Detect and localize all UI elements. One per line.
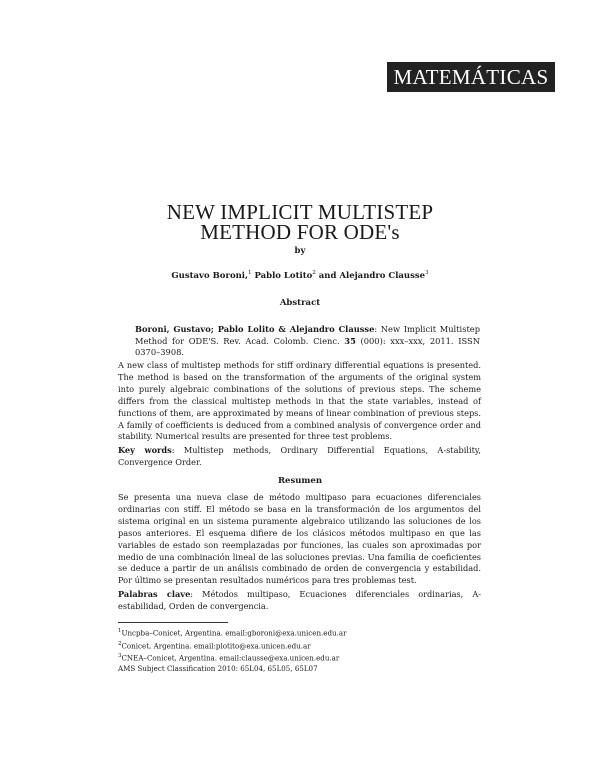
by-line: by [294,246,306,256]
footnote-3 [118,651,481,664]
keywords-text: : Multistep methods, Ordinary Differential Equations, A-stability, Convergence Order. [118,445,481,467]
resumen-text: Se presenta una nueva clase de método multipaso para ecuaciones diferenciales ordinarias con stiff. El método se basa en la transformación de los argumentos del sistema original en un sistema puramente algebraico utilizando las soluciones de los pasos anteriores. El esquema difiere de los clásicos métodos multipaso en que las variables de estado son reemplazadas por funciones, las cuales son aproximadas por medio de una combinación lineal de las soluciones previas. Una familia de coeficientes se deduce a partir de un análisis combinado de orden de convergencia y estabilidad. Por último se presentan resultados numéricos para tres problemas test. [118,492,481,586]
footnote-rule [118,622,228,623]
footnote-2-text: Conicet, Argentina. email:plotito@exa.unicen.edu.ar [121,640,311,650]
author-3-mark: 3 [425,270,429,276]
paper-title [60,202,540,242]
footnote-3-mark: 3 [118,653,122,660]
footnote-3-text: CNEA–Conicet, Argentina. email:clausse@exa.unicen.edu.ar [121,653,340,663]
keywords [118,445,481,469]
footnote-2 [118,639,481,652]
citation [135,324,480,359]
keywords-label: Key words [118,445,172,455]
citation-authors: Boroni, Gustavo; Pablo Lolito & Alejandro Clausse [135,324,375,334]
palabras-label: Palabras clave [118,589,191,599]
abstract-text: A new class of multistep methods for stiff ordinary differential equations is presented. The method is based on the transformation of the arguments of the original system into purely algebraic combinations of the solutions of previous steps. The scheme differs from the classical multistep methods in that the state variables, instead of functions of them, are approximated by means of linear combination of previous steps. A family of coefficients is deduced from a combined analysis of convergence order and stability. Numerical results are presented for three test problems. [118,360,481,442]
footnote-1 [118,626,481,639]
citation-volume: 35 [344,335,356,346]
author-2: Pablo Lotito [251,270,313,281]
footnote-1-mark: 1 [118,628,122,634]
author-3: and Alejandro Clausse [315,270,426,281]
footnote-1-text: Uncpba–Conicet, Argentina. email:gboroni@exa.unicen.edu.ar [121,628,347,638]
author-2-mark: 2 [312,270,316,276]
author-list [60,270,540,281]
palabras-clave [118,589,481,613]
ams-classification: AMS Subject Classification 2010: 65L04, 65L05, 65L07 [118,663,318,673]
footnotes [118,626,481,674]
footnote-2-mark: 2 [118,640,122,647]
title-line-1: NEW IMPLICIT MULTISTEP [166,200,434,224]
resumen-heading: Resumen [277,476,323,486]
section-label: MATEMÁTICAS [387,62,555,92]
palabras-text: : Métodos multipaso, Ecuaciones diferenciales ordinarias, A-estabilidad, Orden de convergencia. [118,589,482,611]
abstract-heading: Abstract [279,298,321,308]
citation-text-2: (000): xxx–xxx, 2011. ISSN 0370–3908. [135,335,480,357]
title-line-2: METHOD FOR ODE's [200,220,400,244]
author-1-mark: 1 [248,270,252,276]
citation-text-1: : New Implicit Multistep Method for ODE'S. Rev. Acad. Colomb. Cienc. [135,324,481,346]
author-1: Gustavo Boroni, [171,270,248,281]
